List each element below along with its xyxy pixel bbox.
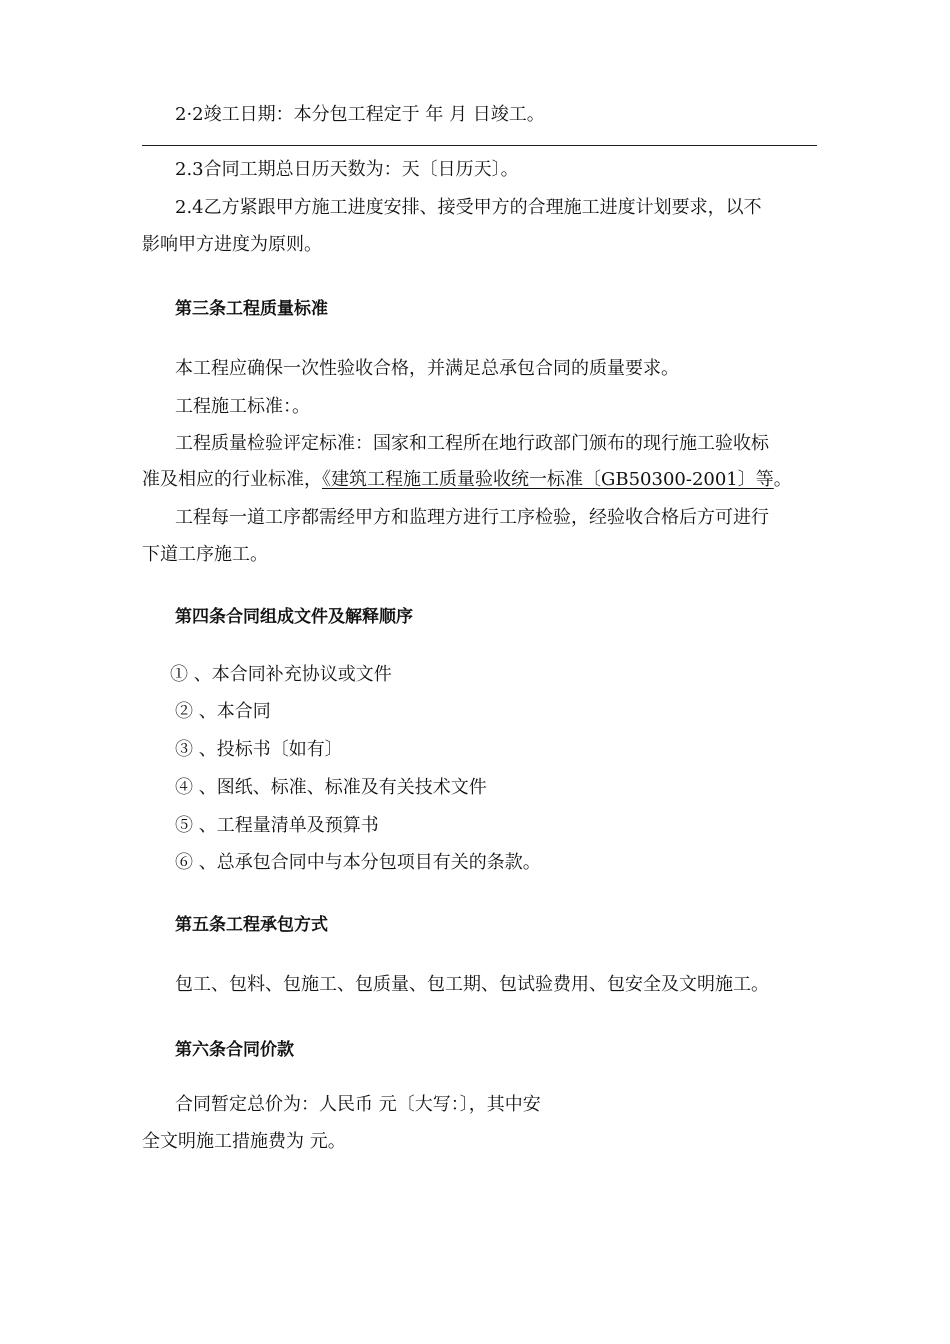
list-item: ③ 、投标书〔如有〕 xyxy=(175,739,343,760)
section-3-paragraph-4-line1: 工程每一道工序都需经甲方和监理方进行工序检验，经验收合格后方可进行 xyxy=(175,507,769,528)
section-5-heading: 第五条工程承包方式 xyxy=(175,915,328,935)
section-3-paragraph-3-line2 xyxy=(142,469,792,491)
horizontal-rule xyxy=(142,145,817,146)
section-3-paragraph-1: 本工程应确保一次性验收合格，并满足总承包合同的质量要求。 xyxy=(175,358,679,379)
list-item: ② 、本合同 xyxy=(175,701,271,722)
list-item: ① 、本合同补充协议或文件 xyxy=(170,664,392,685)
clause-2-4-line1: 2.4乙方紧跟甲方施工进度安排、接受甲方的合理施工进度计划要求，以不 xyxy=(175,197,762,218)
section-4-heading: 第四条合同组成文件及解释顺序 xyxy=(175,607,413,627)
section-6-paragraph-line1: 合同暂定总价为：人民币 元〔大写：〕，其中安 xyxy=(175,1094,541,1115)
standard-reference-link: 《建筑工程施工质量验收统一标准〔GB50300-2001〕等 xyxy=(322,469,774,490)
clause-2-4-line2: 影响甲方进度为原则。 xyxy=(142,234,322,255)
section-3-paragraph-3-line1: 工程质量检验评定标准：国家和工程所在地行政部门颁布的现行施工验收标 xyxy=(175,433,769,454)
clause-2-2: 2·2竣工日期：本分包工程定于 年 月 日竣工。 xyxy=(175,104,545,125)
section-6-paragraph-line2: 全文明施工措施费为 元。 xyxy=(142,1131,346,1152)
list-item: ④ 、图纸、标准、标准及有关技术文件 xyxy=(175,777,487,798)
section-6-heading: 第六条合同价款 xyxy=(175,1040,294,1060)
section-3-heading: 第三条工程质量标准 xyxy=(175,299,328,319)
list-item: ⑥ 、总承包合同中与本分包项目有关的条款。 xyxy=(175,852,541,873)
section-5-paragraph: 包工、包料、包施工、包质量、包工期、包试验费用、包安全及文明施工。 xyxy=(175,974,769,995)
list-item: ⑤ 、工程量清单及预算书 xyxy=(175,815,379,836)
clause-2-3: 2.3合同工期总日历天数为：天〔日历天〕。 xyxy=(175,159,519,180)
standards-prefix: 准及相应的行业标准， xyxy=(142,469,322,490)
section-3-paragraph-2: 工程施工标准：。 xyxy=(175,396,310,417)
standards-suffix: 。 xyxy=(773,469,792,490)
section-3-paragraph-4-line2: 下道工序施工。 xyxy=(142,544,268,565)
